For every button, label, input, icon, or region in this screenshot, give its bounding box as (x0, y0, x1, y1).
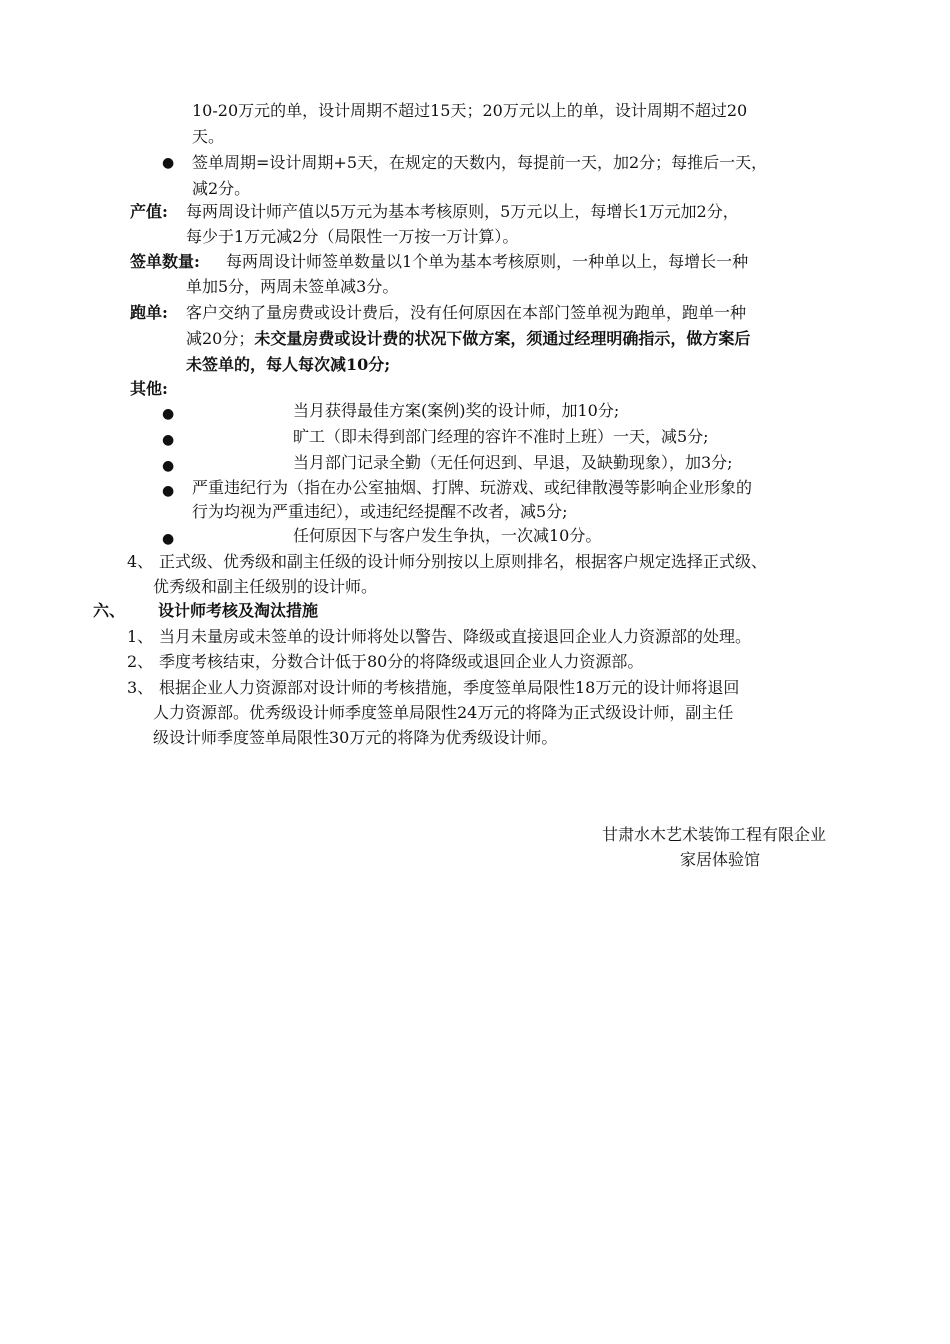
bullet-icon: ● (162, 432, 175, 448)
bullet-icon: ● (162, 483, 175, 499)
other-item-3: 当月部门记录全勤（无任何迟到、早退，及缺勤现象），加3分; (293, 453, 733, 472)
s6-item3-line3: 级设计师季度签单局限性30万元的将降为优秀级设计师。 (153, 728, 558, 747)
sign-cycle-line2: 减2分。 (192, 179, 251, 198)
s6-item3-number: 3、 (127, 678, 154, 697)
design-cycle-line2: 天。 (192, 127, 225, 146)
s6-item2-number: 2、 (127, 652, 154, 671)
other-item-4-line1: 严重违纪行为（指在办公室抽烟、打牌、玩游戏、或纪律散漫等影响企业形象的 (192, 478, 753, 497)
bullet-icon: ● (162, 406, 175, 422)
lost-order-line2 (186, 328, 750, 350)
s6-item1-line1: 当月未量房或未签单的设计师将处以警告、降级或直接退回企业人力资源部的处理。 (159, 627, 752, 646)
signature-dept: 家居体验馆 (680, 850, 761, 869)
s6-item3-line1: 根据企业人力资源部对设计师的考核措施，季度签单局限性18万元的设计师将退回 (159, 678, 740, 697)
other-item-2: 旷工（即未得到部门经理的容许不准时上班）一天，减5分; (293, 427, 709, 446)
s6-item1-number: 1、 (127, 627, 154, 646)
sign-count-line2: 单加5分，两周未签单减3分。 (186, 277, 399, 296)
sign-count-line1: 每两周设计师签单数量以1个单为基本考核原则，一种单以上，每增长一种 (226, 252, 749, 271)
lost-order-line2-bold: 未交量房费或设计费的状况下做方案，须通过经理明确指示，做方案后 (254, 329, 751, 348)
section6-number: 六、 (93, 601, 126, 620)
output-line1: 每两周设计师产值以5万元为基本考核原则，5万元以上，每增长1万元加2分， (186, 202, 739, 221)
design-cycle-line1: 10-20万元的单，设计周期不超过15天；20万元以上的单，设计周期不超过20 (192, 101, 748, 120)
s6-item2-line1: 季度考核结束，分数合计低于80分的将降级或退回企业人力资源部。 (159, 652, 644, 671)
other-item-1: 当月获得最佳方案(案例)奖的设计师，加10分; (293, 401, 620, 420)
sign-count-label: 签单数量: (130, 252, 200, 271)
sign-cycle-line1: 签单周期=设计周期+5天，在规定的天数内，每提前一天，加2分；每推后一天， (192, 153, 768, 172)
bullet-icon: ● (162, 155, 175, 171)
other-label: 其他: (130, 379, 168, 398)
other-item-4-line2: 行为均视为严重违纪），或违纪经提醒不改者，减5分; (192, 502, 568, 521)
bullet-icon: ● (162, 531, 175, 547)
s6-item3-line2: 人力资源部。优秀级设计师季度签单局限性24万元的将降为正式级设计师，副主任 (153, 703, 734, 722)
lost-order-line2-normal: 减20分； (186, 329, 255, 348)
output-label: 产值: (130, 202, 168, 221)
other-item-5: 任何原因下与客户发生争执，一次减10分。 (293, 526, 602, 545)
item4-number: 4、 (127, 552, 154, 571)
lost-order-line1: 客户交纳了量房费或设计费后，没有任何原因在本部门签单视为跑单，跑单一种 (186, 303, 747, 322)
lost-order-label: 跑单: (130, 303, 168, 322)
item4-line2: 优秀级和副主任级别的设计师。 (153, 577, 378, 596)
lost-order-line3: 未签单的，每人每次减10分; (186, 355, 391, 374)
signature-company: 甘肃水木艺术装饰工程有限企业 (602, 825, 827, 844)
section6-title: 设计师考核及淘汰措施 (158, 601, 319, 620)
bullet-icon: ● (162, 458, 175, 474)
item4-line1: 正式级、优秀级和副主任级的设计师分别按以上原则排名，根据客户规定选择正式级、 (159, 552, 768, 571)
output-line2: 每少于1万元减2分（局限性一万按一万计算）。 (186, 227, 519, 246)
